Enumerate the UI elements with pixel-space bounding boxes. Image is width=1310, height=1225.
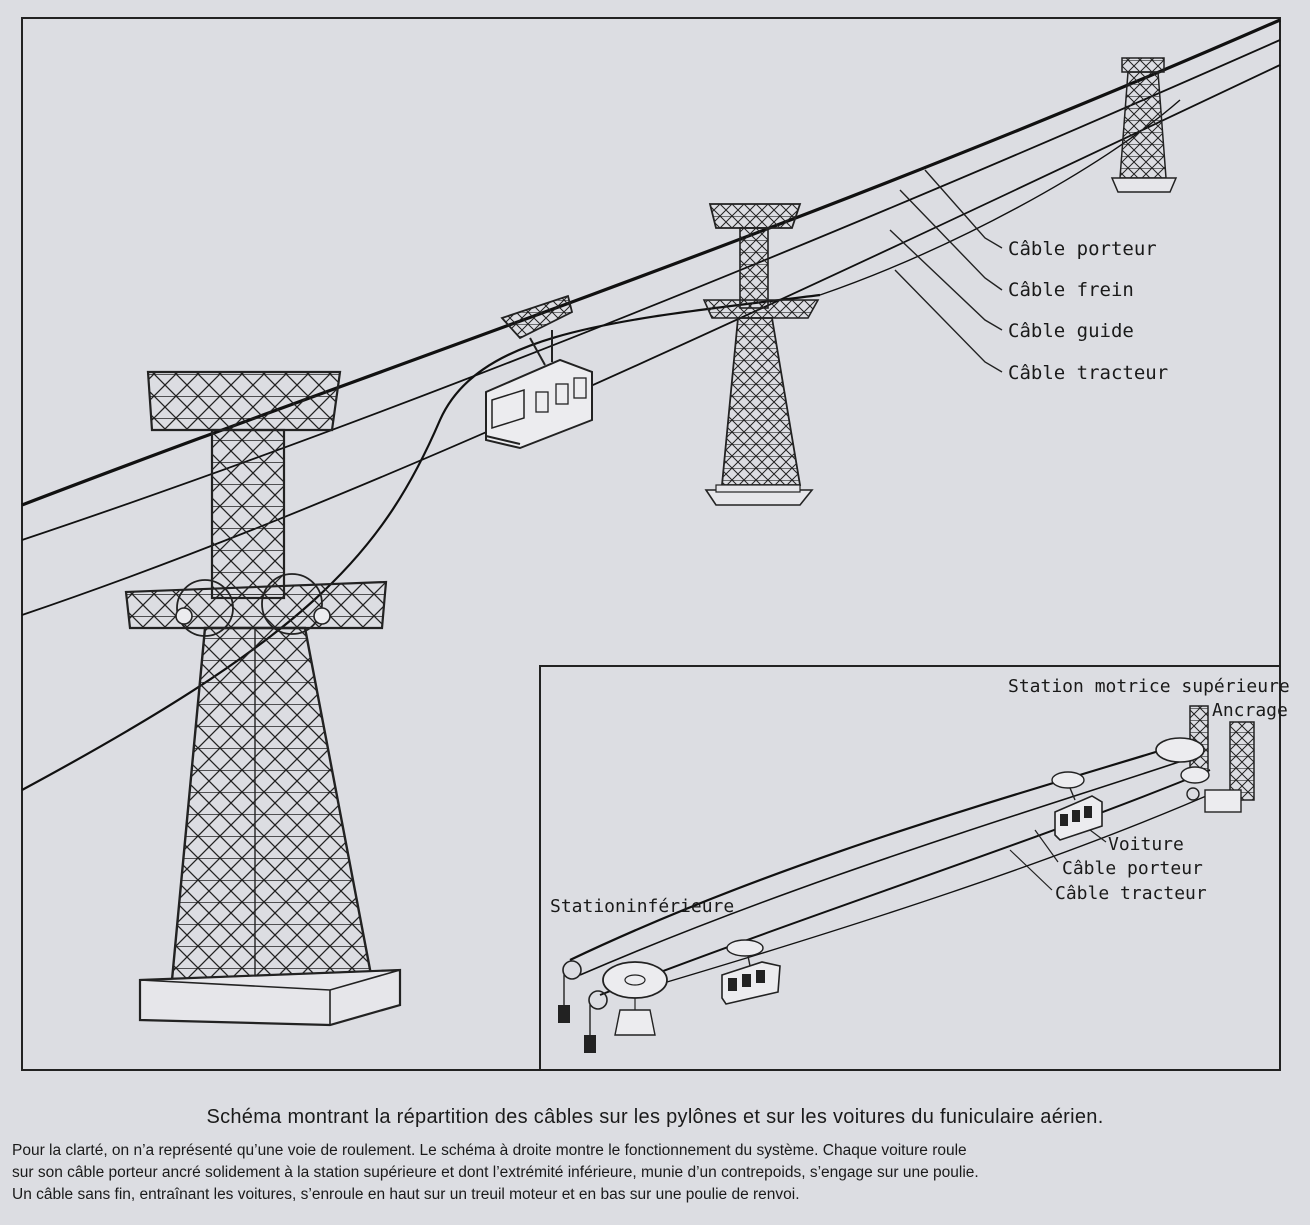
inset-label-station-sup: Station motrice supérieure <box>1008 676 1290 697</box>
label-cable-frein: Câble frein <box>1008 279 1134 301</box>
label-cable-porteur: Câble porteur <box>1008 238 1157 260</box>
caption-line-1: Pour la clarté, on n’a représenté qu’une voie de roulement. Le schéma à droite montre le fonctionnement du système. Chaque voiture roule <box>12 1142 967 1159</box>
inset-label-station-inf: Stationinférieure <box>550 896 735 917</box>
cable-porteur-line <box>22 20 1280 505</box>
middle-pylon <box>704 204 818 505</box>
caption-title: Schéma montrant la répartition des câbles sur les pylônes et sur les voitures du funiculaire aérien. <box>206 1106 1104 1128</box>
inset-label-tracteur: Câble tracteur <box>1055 883 1207 904</box>
inset-label-ancrage: Ancrage <box>1212 700 1288 721</box>
inset-panel <box>540 666 1290 1070</box>
label-cable-guide: Câble guide <box>1008 320 1134 342</box>
caption <box>0 1100 1310 1225</box>
label-cable-tracteur: Câble tracteur <box>1008 362 1169 384</box>
main-cabin <box>486 296 592 448</box>
caption-line-3: Un câble sans fin, entraînant les voitures, s’enroule en haut sur un treuil moteur et en bas sur une poulie de renvoi. <box>12 1186 800 1203</box>
caption-line-2: sur son câble porteur ancré solidement à la station supérieure et dont l’extrémité inférieure, munie d’un contrepoids, s’engage sur une poulie. <box>12 1164 979 1181</box>
front-pylon <box>126 372 400 1025</box>
inset-label-voiture: Voiture <box>1108 834 1184 855</box>
inset-label-porteur: Câble porteur <box>1062 858 1203 879</box>
caption-body <box>12 1140 1298 1206</box>
far-pylon <box>1112 58 1176 192</box>
